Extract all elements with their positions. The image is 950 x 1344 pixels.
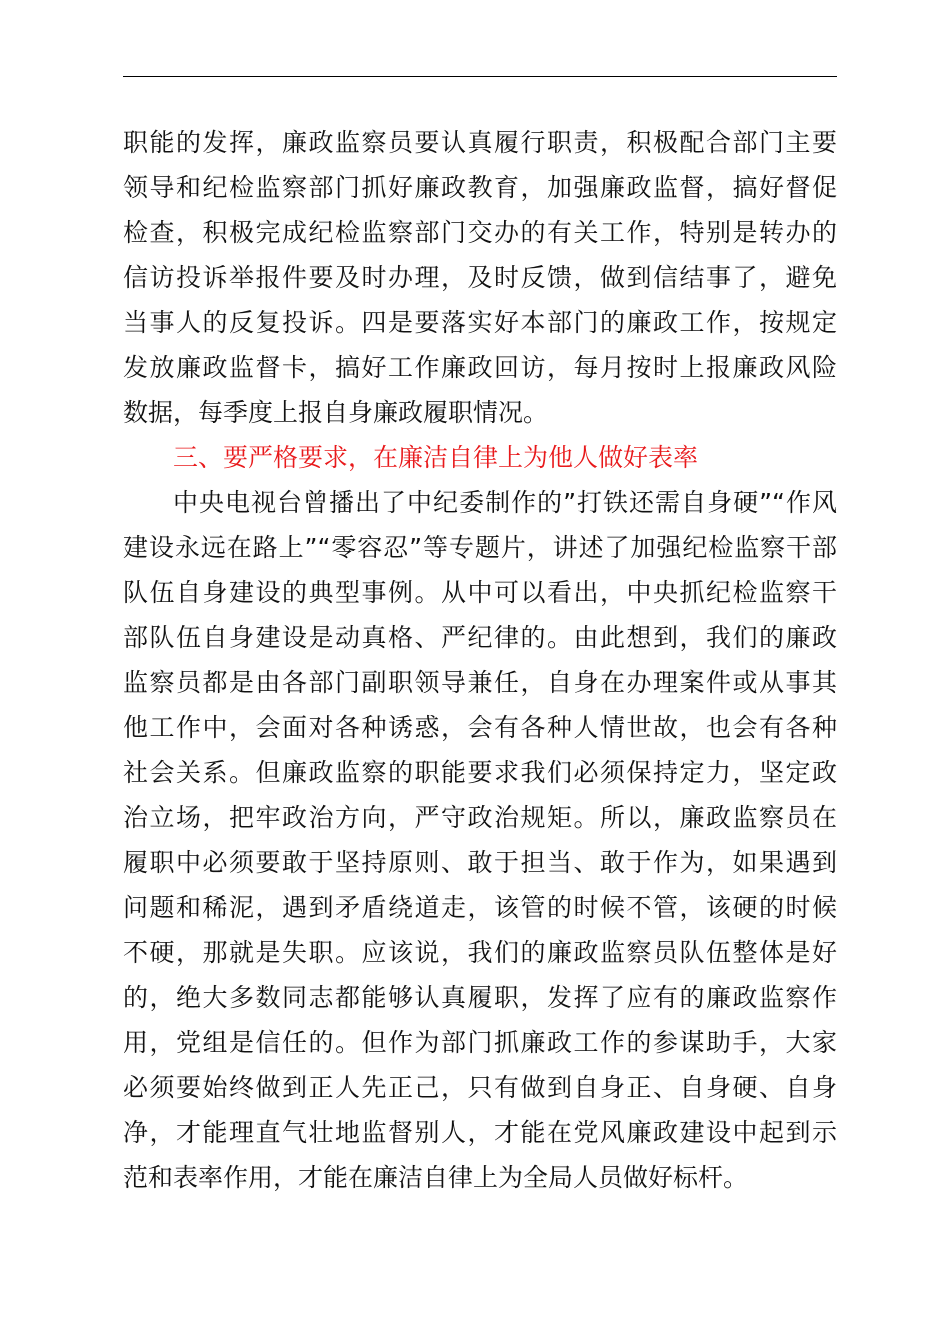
paragraph-2-line-10: 问题和稀泥，遇到矛盾绕道走，该管的时候不管，该硬的时候 [123,893,837,922]
paragraph-1-line-3: 检查，积极完成纪检监察部门交办的有关工作，特别是转办的 [123,218,837,247]
paragraph-2-line-8: 治立场，把牢政治方向，严守政治规矩。所以，廉政监察员在 [123,803,837,832]
paragraph-1-line-5: 当事人的反复投诉。四是要落实好本部门的廉政工作，按规定 [123,308,837,337]
paragraph-2-line-1: 中央电视台曾播出了中纪委制作的”打铁还需自身硬”“作风 [173,488,837,517]
paragraph-2-line-9: 履职中必须要敢于坚持原则、敢于担当、敢于作为，如果遇到 [123,848,837,877]
paragraph-2-line-12: 的，绝大多数同志都能够认真履职，发挥了应有的廉政监察作 [123,983,837,1012]
paragraph-2-line-15: 净，才能理直气壮地监督别人，才能在党风廉政建设中起到示 [123,1118,837,1147]
paragraph-1-line-4: 信访投诉举报件要及时办理，及时反馈，做到信结事了，避免 [123,263,837,292]
paragraph-2-line-16: 范和表率作用，才能在廉洁自律上为全局人员做好标杆。 [123,1163,749,1192]
paragraph-1-line-2: 领导和纪检监察部门抓好廉政教育，加强廉政监督，搞好督促 [123,173,837,202]
paragraph-1-line-7: 数据，每季度上报自身廉政履职情况。 [123,398,549,427]
section-heading: 三、要严格要求，在廉洁自律上为他人做好表率 [173,443,699,472]
paragraph-1-line-1: 职能的发挥，廉政监察员要认真履行职责，积极配合部门主要 [123,128,837,157]
paragraph-2-line-2: 建设永远在路上”“零容忍”等专题片，讲述了加强纪检监察干部 [123,533,837,562]
paragraph-2-line-5: 监察员都是由各部门副职领导兼任，自身在办理案件或从事其 [123,668,837,697]
header-rule [123,76,837,77]
document-body [123,120,837,1200]
paragraph-2-line-4: 部队伍自身建设是动真格、严纪律的。由此想到，我们的廉政 [123,623,837,652]
paragraph-2-line-14: 必须要始终做到正人先正己，只有做到自身正、自身硬、自身 [123,1073,837,1102]
paragraph-2-line-7: 社会关系。但廉政监察的职能要求我们必须保持定力，坚定政 [123,758,837,787]
paragraph-2-line-13: 用，党组是信任的。但作为部门抓廉政工作的参谋助手，大家 [123,1028,837,1057]
paragraph-2-line-3: 队伍自身建设的典型事例。从中可以看出，中央抓纪检监察干 [123,578,837,607]
paragraph-1-line-6: 发放廉政监督卡，搞好工作廉政回访，每月按时上报廉政风险 [123,353,837,382]
paragraph-2-line-6: 他工作中，会面对各种诱惑，会有各种人情世故，也会有各种 [123,713,837,742]
paragraph-2-line-11: 不硬，那就是失职。应该说，我们的廉政监察员队伍整体是好 [123,938,837,967]
